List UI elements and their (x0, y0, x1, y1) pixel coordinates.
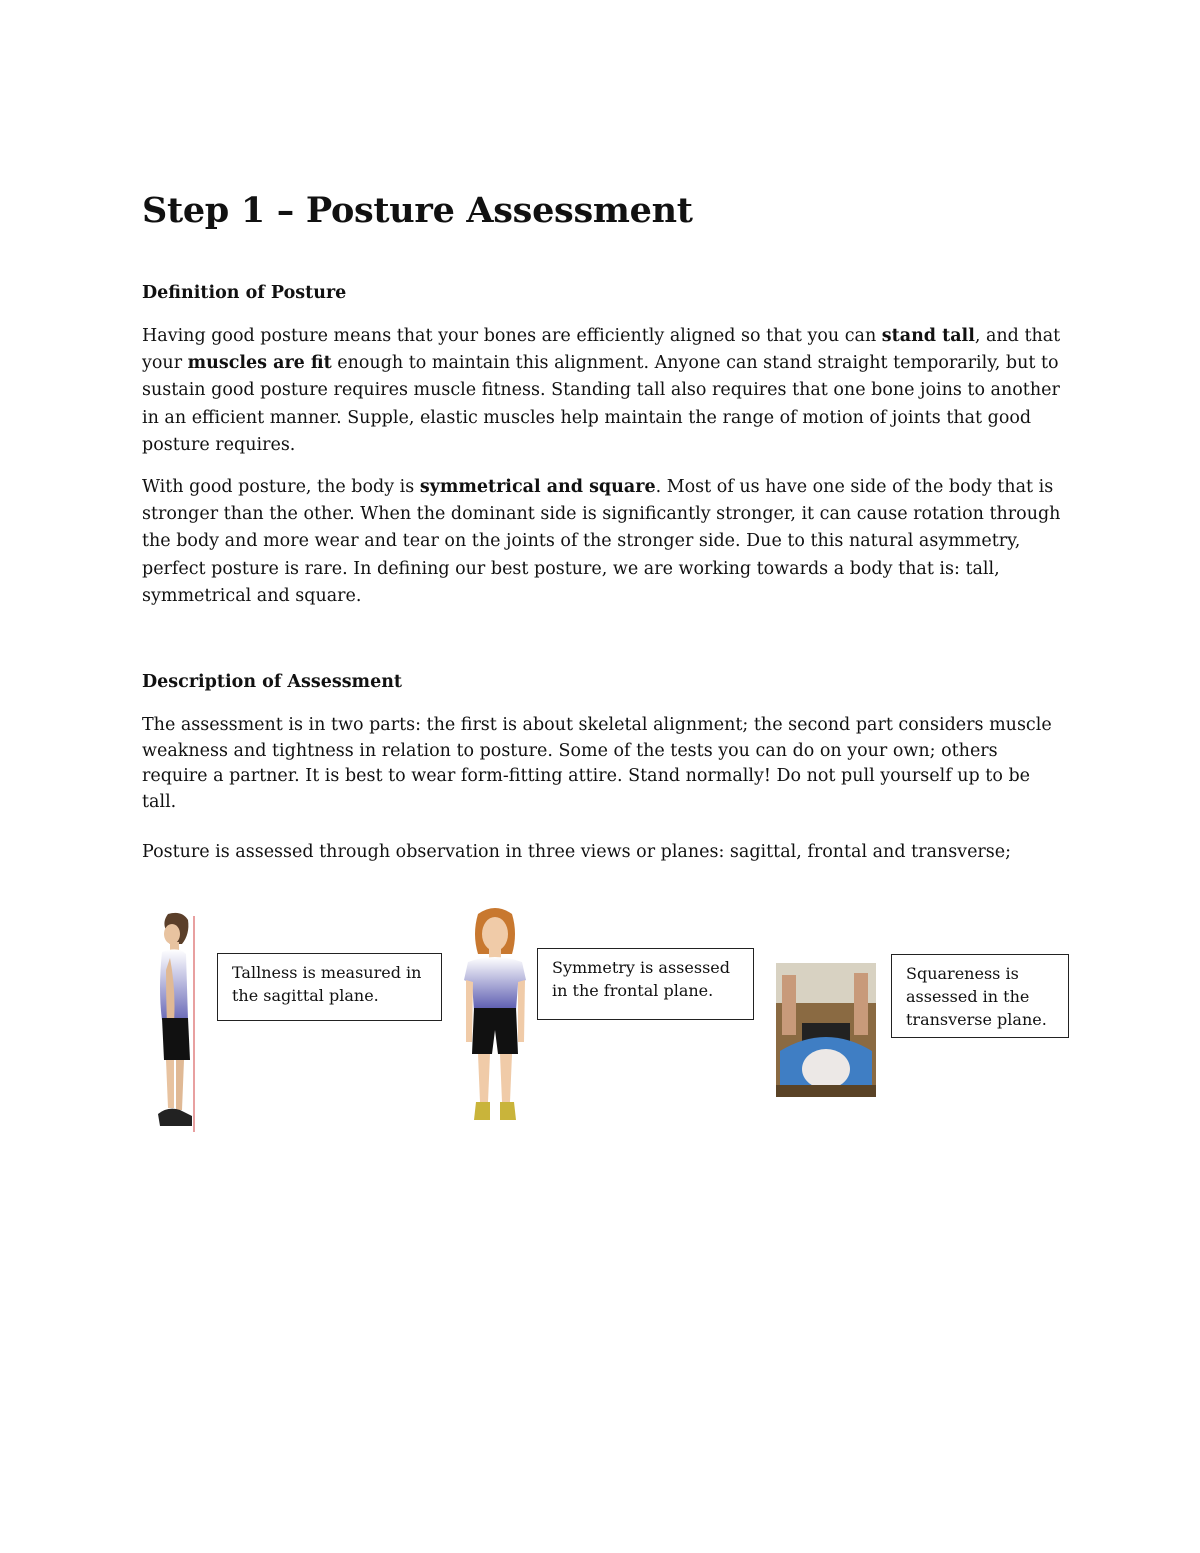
definition-heading: Definition of Posture (142, 283, 347, 303)
caption-sagittal: Tallness is measured in the sagittal plane. (217, 953, 442, 1021)
page-title: Step 1 – Posture Assessment (142, 190, 693, 231)
frontal-figure-image (458, 906, 532, 1128)
sagittal-figure-image (148, 910, 200, 1136)
caption-transverse: Squareness is assessed in the transverse plane. (891, 954, 1069, 1038)
definition-paragraph-2: With good posture, the body is symmetrical and square. Most of us have one side of the body that is stronger than the other. When the dominant side is significantly stronger, it can cause rotation through the body and more wear and tear on the joints of the stronger side. Due to this natural asymmetry, perfect posture is rare. In defining our best posture, we are working towards a body that is: tall, symmetrical and square. (142, 477, 1061, 606)
caption-frontal: Symmetry is assessed in the frontal plane. (537, 948, 754, 1020)
assessment-heading: Description of Assessment (142, 672, 403, 692)
assessment-paragraph-2: Posture is assessed through observation in three views or planes: sagittal, frontal and transverse; (142, 842, 1012, 862)
transverse-photo-image (776, 963, 876, 1097)
definition-paragraph-1: Having good posture means that your bones are efficiently aligned so that you can stand tall, and that your muscles are fit enough to maintain this alignment. Anyone can stand straight temporarily, but to sustain good posture requires muscle fitness. Standing tall also requires that one bone joins to another in an efficient manner. Supple, elastic muscles help maintain the range of motion of joints that good posture requires. (142, 326, 1061, 455)
assessment-paragraph-1: The assessment is in two parts: the first is about skeletal alignment; the second part considers muscle weakness and tightness in relation to posture. Some of the tests you can do on your own; others require a partner. It is best to wear form-fitting attire. Stand normally! Do not pull yourself up to be tall. (142, 715, 1052, 812)
